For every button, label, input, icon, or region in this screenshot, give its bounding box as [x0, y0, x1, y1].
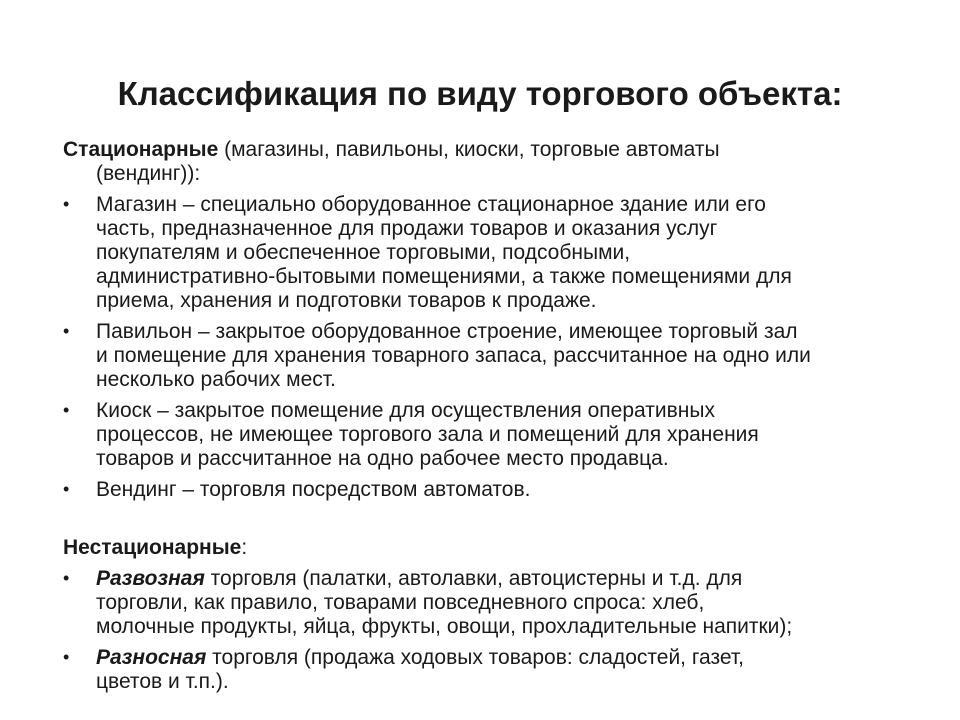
item-line: торговли, как правило, товарами повседневного спроса: хлеб, [96, 591, 705, 614]
nonstationary-list [63, 567, 913, 694]
bullet-icon: • [63, 194, 70, 214]
list-item-store [63, 193, 913, 313]
list-item-peddling-trade [63, 646, 913, 694]
stationary-list [63, 193, 913, 502]
stationary-heading-desc-line1: (магазины, павильоны, киоски, торговые автоматы [218, 138, 720, 161]
list-item-mobile-trade [63, 567, 913, 639]
item-line: Вендинг – торговля посредством автоматов. [96, 478, 531, 501]
section-nonstationary-heading [63, 536, 913, 560]
item-line: процессов, не имеющее торгового зала и помещений для хранения [96, 423, 759, 446]
item-line [96, 567, 913, 591]
bullet-icon: • [63, 647, 70, 667]
item-line: молочные продукты, яйца, фрукты, овощи, прохладительные напитки); [96, 615, 793, 638]
item-line-rest: торговля (палатки, автолавки, автоцистерны и т.д. для [204, 567, 743, 590]
slide-content [63, 138, 913, 694]
list-item-pavilion [63, 320, 913, 392]
item-line-rest: торговля (продажа ходовых товаров: сладостей, газет, [206, 646, 744, 669]
item-line: административно-бытовыми помещениями, а также помещениями для [96, 265, 792, 288]
item-line: товаров и рассчитанное на одно рабочее место продавца. [96, 447, 669, 470]
stationary-heading-desc-line2: (вендинг)): [96, 162, 201, 185]
section-spacer [63, 502, 913, 536]
bullet-icon: • [63, 321, 70, 341]
item-term: Разносная [96, 646, 207, 669]
list-item-vending [63, 478, 913, 502]
list-item-kiosk [63, 399, 913, 471]
item-line [96, 646, 913, 670]
section-stationary-heading [63, 138, 913, 162]
bullet-icon: • [63, 400, 70, 420]
bullet-icon: • [63, 479, 70, 499]
item-line: несколько рабочих мест. [96, 368, 336, 391]
item-line: Павильон – закрытое оборудованное строение, имеющее торговый зал [96, 320, 798, 343]
item-line: и помещение для хранения товарного запаса, рассчитанное на одно или [96, 344, 811, 367]
item-line: покупателям и обеспеченное торговыми, подсобными, [96, 241, 631, 264]
item-line: Магазин – специально оборудованное стационарное здание или его [96, 193, 766, 216]
nonstationary-heading-suffix: : [241, 536, 248, 559]
item-line: приема, хранения и подготовки товаров к продаже. [96, 289, 597, 312]
item-line: Киоск – закрытое помещение для осуществления оперативных [96, 399, 715, 422]
bullet-icon: • [63, 568, 70, 588]
item-term: Развозная [96, 567, 205, 590]
slide-title: Классификация по виду торгового объекта: [117, 75, 843, 112]
nonstationary-heading: Нестационарные [63, 536, 242, 559]
item-line: цветов и т.п.). [96, 670, 229, 693]
stationary-heading: Стационарные [63, 138, 219, 161]
item-line: часть, предназначенное для продажи товаров и оказания услуг [96, 217, 718, 240]
